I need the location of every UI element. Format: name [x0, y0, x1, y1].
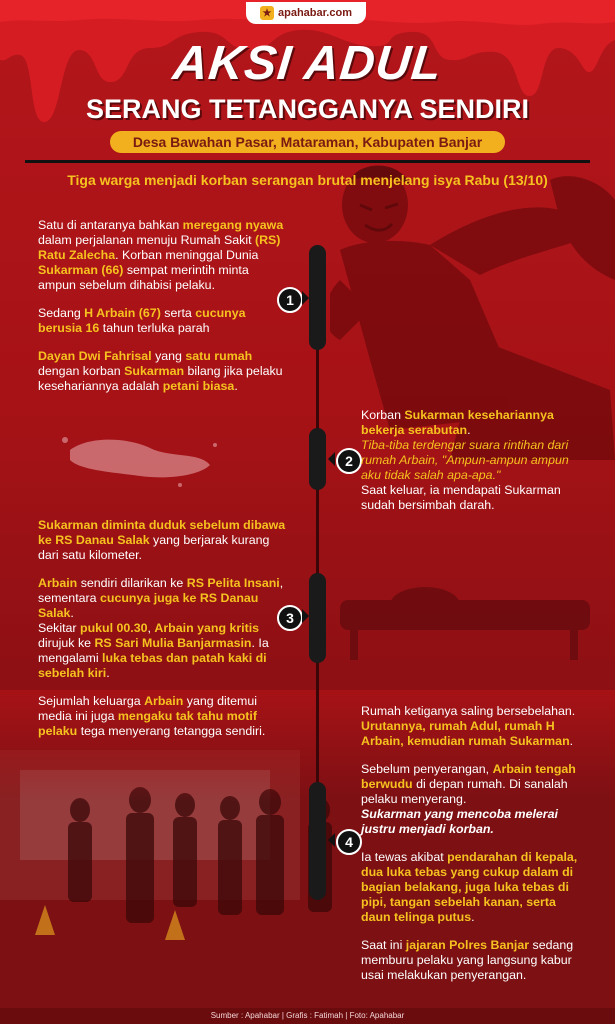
s4-p3: Ia tewas akibat pendarahan di kepala, dua luka tebas yang cukup dalam di bagian belakang, juga luka tebas di pipi, tangan sebelah kanan, serta daun telinga putus.	[361, 850, 578, 924]
s2-quote: Tiba-tiba terdengar suara rintihan dari rumah Arbain, "Ampun-ampun ampun aku tidak salah apa-apa."	[361, 438, 569, 482]
timeline-segment	[309, 782, 326, 900]
section-2	[361, 408, 576, 526]
logo-icon: ★	[260, 6, 274, 20]
divider	[25, 160, 590, 163]
s1-p2: Sedang H Arbain (67) serta cucunya berusia 16 tahun terluka parah	[38, 306, 246, 335]
pointer-icon	[328, 833, 335, 847]
s3-p3: Sekitar pukul 00.30, Arbain yang kritis dirujuk ke RS Sari Mulia Banjarmasin. Ia mengalami luka tebas dan patah kaki di sebelah kiri.	[38, 621, 269, 680]
location-banner: Desa Bawahan Pasar, Mataraman, Kabupaten Banjar	[110, 131, 505, 153]
s4-p2b: Sukarman yang mencoba melerai justru menjadi korban.	[361, 807, 558, 836]
logo-text: apahabar.com	[278, 7, 352, 19]
pointer-icon	[328, 452, 335, 466]
s2-p1: Korban Sukarman kesehariannya bekerja serabutan.	[361, 408, 554, 437]
s3-p2: Arbain sendiri dilarikan ke RS Pelita Insani, sementara cucunya juga ke RS Danau Salak.	[38, 576, 284, 620]
s1-p1: Satu di antaranya bahkan meregang nyawa dalam perjalanan menuju Rumah Sakit (RS) Ratu Zalecha. Korban meninggal Dunia Sukarman (66) sempat merintih minta ampun sebelum dihabisi pelaku.	[38, 218, 284, 292]
subtitle: SERANG TETANGGANYA SENDIRI	[85, 94, 530, 124]
step-2-marker: 2	[336, 448, 362, 474]
s3-p1: Sukarman diminta duduk sebelum dibawa ke RS Danau Salak yang berjarak kurang dari satu kilometer.	[38, 518, 286, 562]
timeline-segment	[309, 245, 326, 350]
step-1-marker: 1	[277, 287, 303, 313]
lead-text: Tiga warga menjadi korban serangan brutal menjelang isya Rabu (13/10)	[67, 172, 548, 188]
pointer-icon	[302, 291, 309, 305]
s4-p4: Saat ini jajaran Polres Banjar sedang memburu pelaku yang langsung kabur usai melakukan penyerangan.	[361, 938, 574, 982]
s1-p3: Dayan Dwi Fahrisal yang satu rumah dengan korban Sukarman bilang jika pelaku kesehariannya adalah petani biasa.	[38, 349, 283, 393]
pointer-icon	[302, 609, 309, 623]
timeline-segment	[309, 573, 326, 663]
s2-p2: Saat keluar, ia mendapati Sukarman sudah bersimbah darah.	[361, 483, 561, 512]
step-3-marker: 3	[277, 605, 303, 631]
s4-p2: Sebelum penyerangan, Arbain tengah berwudu di depan rumah. Di sanalah pelaku menyerang.	[361, 762, 576, 806]
section-3	[38, 518, 290, 752]
section-1	[38, 218, 288, 407]
stretcher-photo	[330, 560, 615, 670]
step-4-marker: 4	[336, 829, 362, 855]
footer-credits: Sumber : Apahabar | Grafis : Fatimah | Foto: Apahabar	[0, 1008, 615, 1024]
main-title: AKSI ADUL	[170, 37, 445, 90]
brand-logo	[246, 2, 366, 24]
timeline-segment	[309, 428, 326, 490]
section-4	[361, 704, 586, 996]
s3-p4: Sejumlah keluarga Arbain yang ditemui media ini juga mengaku tak tahu motif pelaku tega menyerang tetangga sendiri.	[38, 694, 266, 738]
blood-splatter	[60, 430, 220, 490]
s4-p1: Rumah ketiganya saling bersebelahan. Urutannya, rumah Adul, rumah H Arbain, kemudian rumah Sukarman.	[361, 704, 576, 748]
